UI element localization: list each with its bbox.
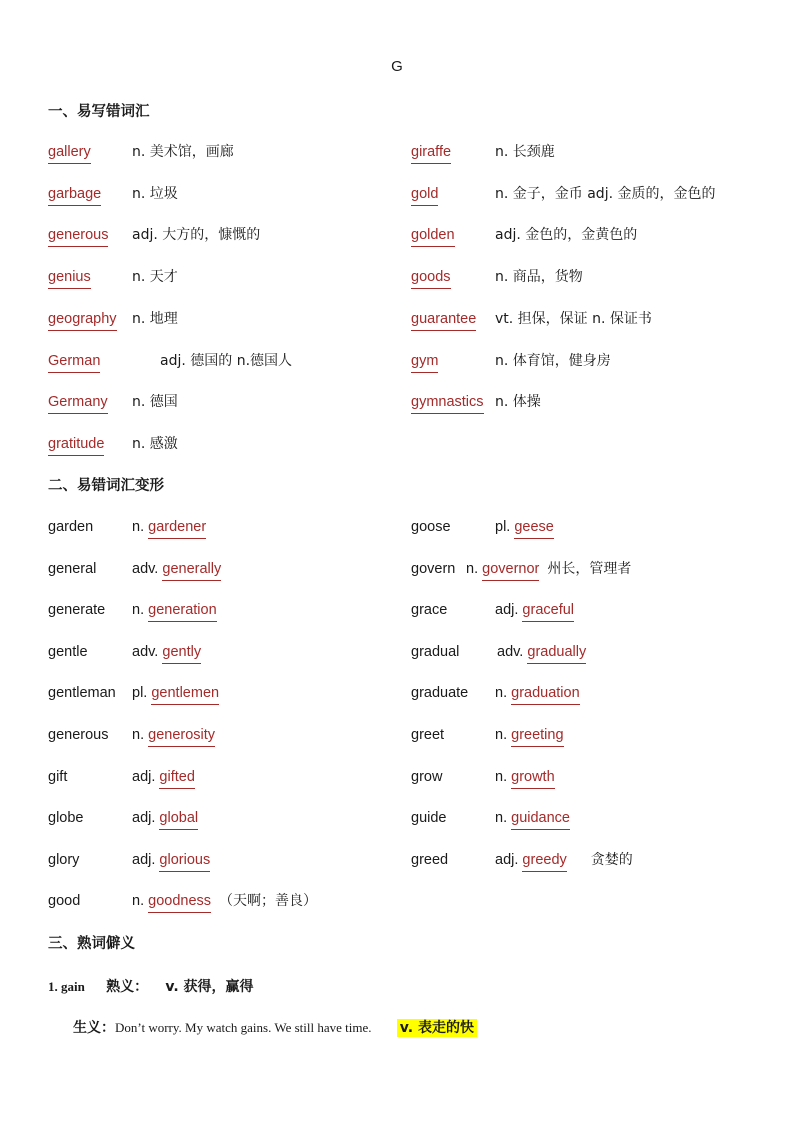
part-of-speech: n.: [495, 768, 508, 785]
derived-form: [132, 767, 195, 789]
part-of-speech: adj.: [495, 851, 519, 868]
form-row: [0, 891, 794, 915]
vocab-word: [411, 142, 451, 164]
familiar-label: 熟义：: [106, 979, 149, 995]
derived-word: generally: [162, 560, 221, 581]
base-word: greet: [411, 727, 445, 743]
extra-note: （天啊；善良）: [219, 893, 318, 910]
vocab-word: [411, 392, 484, 414]
base-word: govern: [411, 560, 456, 577]
vocab-row: [0, 184, 794, 208]
derived-word: gifted: [159, 768, 194, 789]
vocab-definition: vt. 担保，保证 n. 保证书: [495, 310, 652, 327]
vocab-word: [48, 351, 100, 373]
base-word: goose: [411, 519, 451, 535]
base-word: graduate: [411, 685, 469, 702]
familiar-meaning: v. 获得，赢得: [165, 979, 254, 995]
part-of-speech: n.: [132, 727, 145, 743]
derived-word: gentlemen: [151, 684, 219, 705]
vocab-word: [48, 309, 117, 331]
vocab-definition: n. 德国: [132, 394, 178, 411]
form-row: [0, 517, 794, 541]
part-of-speech: n.: [132, 893, 145, 910]
vocab-row: [0, 351, 794, 375]
vocab-word: [48, 225, 108, 247]
vocab-definition: n. 地理: [132, 310, 178, 327]
derived-word: growth: [511, 768, 555, 789]
part-of-speech: adj.: [132, 768, 156, 785]
derived-word: glorious: [159, 851, 210, 872]
part-of-speech: pl.: [132, 685, 148, 702]
vocab-row: [0, 392, 794, 416]
derived-word: greedy: [522, 851, 566, 872]
vocab-word: [48, 184, 101, 206]
page-title: G: [391, 58, 403, 75]
vocab-definition: n. 天才: [132, 269, 178, 286]
vocab-word: [48, 392, 108, 414]
form-row: [0, 642, 794, 666]
vocab-word-text: German: [48, 352, 100, 373]
part-of-speech: pl.: [495, 519, 511, 535]
familiar-meaning-line: [48, 976, 254, 996]
vocab-word-text: generous: [48, 226, 108, 247]
derived-form: [132, 891, 317, 913]
derived-word: governor: [482, 560, 539, 581]
derived-word: greeting: [511, 726, 563, 747]
base-word: gentle: [48, 643, 88, 660]
vocab-row: [0, 309, 794, 333]
vocab-definition: adj. 大方的，慷慨的: [132, 227, 261, 244]
rare-meaning-highlight: v. 表走的快: [397, 1019, 477, 1037]
part-of-speech: n.: [495, 810, 508, 827]
derived-word: global: [159, 809, 198, 830]
part-of-speech: adv.: [132, 560, 159, 577]
form-row: [0, 683, 794, 707]
part-of-speech: adj.: [495, 602, 519, 619]
vocab-definition: n. 体操: [495, 394, 541, 411]
vocab-definition: n. 商品，货物: [495, 269, 583, 286]
derived-form: [497, 642, 586, 664]
base-word: general: [48, 560, 97, 577]
derived-form: [132, 683, 219, 705]
derived-word: generation: [148, 601, 217, 622]
vocab-word-text: geography: [48, 310, 117, 331]
derived-form: [495, 600, 574, 622]
vocab-definition: n. 美术馆，画廊: [132, 144, 234, 160]
vocab-word: [411, 184, 438, 206]
form-row: [0, 725, 794, 749]
base-word: glory: [48, 851, 80, 868]
base-word: gift: [48, 768, 68, 785]
derived-form: [495, 725, 564, 747]
base-word: gentleman: [48, 685, 116, 702]
derived-form: [132, 559, 221, 581]
derived-word: guidance: [511, 809, 570, 830]
base-word: good: [48, 893, 81, 910]
derived-word: generosity: [148, 726, 215, 747]
base-word: generous: [48, 727, 109, 743]
vocab-word-text: giraffe: [411, 143, 451, 164]
derived-form: [132, 808, 198, 830]
rare-meaning-line: [73, 1017, 477, 1037]
derived-form: [495, 767, 555, 789]
base-word: grow: [411, 768, 443, 785]
vocab-word-text: goods: [411, 268, 451, 289]
derived-form: [132, 725, 215, 747]
vocab-definition: n. 感激: [132, 435, 178, 452]
vocab-word-text: golden: [411, 226, 455, 247]
part-of-speech: adv.: [132, 643, 159, 660]
vocab-word-text: Germany: [48, 393, 108, 414]
vocab-definition: n. 长颈鹿: [495, 144, 555, 160]
part-of-speech: n.: [466, 560, 479, 577]
vocab-word: [411, 309, 476, 331]
section-heading-1: 一、易写错词汇: [48, 104, 150, 120]
base-word: generate: [48, 602, 106, 619]
example-sentence: Don’t worry. My watch gains. We still have time.: [115, 1020, 372, 1035]
vocab-row: [0, 267, 794, 291]
base-word: globe: [48, 810, 84, 827]
derived-form: [132, 517, 206, 539]
derived-form: [132, 600, 217, 622]
derived-word: graceful: [522, 601, 574, 622]
vocab-definition: adj. 金色的，金黄色的: [495, 227, 638, 244]
derived-form: [132, 642, 201, 664]
base-word: garden: [48, 519, 94, 535]
vocab-word-text: gold: [411, 185, 438, 206]
derived-form: [466, 559, 631, 581]
part-of-speech: n.: [132, 602, 145, 619]
vocab-word: [411, 267, 451, 289]
form-row: [0, 850, 794, 874]
section-heading-3: 三、熟词僻义: [48, 936, 135, 952]
rare-label: 生义：: [73, 1020, 115, 1036]
vocab-word: [411, 351, 438, 373]
part-of-speech: n.: [495, 685, 508, 702]
vocab-word: [48, 142, 91, 164]
form-row: [0, 767, 794, 791]
derived-word: geese: [514, 518, 554, 539]
extra-note: 州长，管理者: [547, 560, 632, 577]
vocab-word-text: garbage: [48, 185, 101, 206]
base-word: grace: [411, 602, 448, 619]
base-word: greed: [411, 851, 449, 868]
derived-word: gardener: [148, 518, 206, 539]
vocab-definition: adj. 德国的 n.德国人: [160, 352, 293, 369]
derived-form: [495, 808, 570, 830]
part-of-speech: adv.: [497, 643, 524, 660]
part-of-speech: n.: [495, 727, 508, 743]
part-of-speech: n.: [132, 519, 145, 535]
part-of-speech: adj.: [132, 851, 156, 868]
base-word: gradual: [411, 643, 460, 660]
vocab-row: [0, 225, 794, 249]
derived-word: goodness: [148, 892, 211, 913]
vocab-word-text: gratitude: [48, 435, 104, 456]
derived-word: graduation: [511, 684, 580, 705]
vocab-definition: n. 金子，金币 adj. 金质的，金色的: [495, 185, 716, 202]
derived-word: gently: [162, 643, 201, 664]
vocab-word-text: gym: [411, 352, 438, 373]
form-row: [0, 808, 794, 832]
form-row: [0, 600, 794, 624]
section-heading-2: 二、易错词汇变形: [48, 478, 164, 494]
vocab-word: [411, 225, 455, 247]
vocab-word-text: gymnastics: [411, 393, 484, 414]
vocab-definition: n. 垃圾: [132, 185, 178, 202]
vocab-word: [48, 267, 91, 289]
form-row: [0, 559, 794, 583]
part-of-speech: adj.: [132, 810, 156, 827]
derived-form: [495, 850, 633, 872]
vocab-word-text: genius: [48, 268, 91, 289]
vocab-row: [0, 142, 794, 166]
base-word: guide: [411, 810, 447, 827]
vocab-word: [48, 434, 104, 456]
derived-form: [495, 517, 554, 539]
vocab-definition: n. 体育馆，健身房: [495, 352, 611, 369]
derived-form: [495, 683, 580, 705]
derived-form: [132, 850, 210, 872]
vocab-word-text: gallery: [48, 143, 91, 164]
vocab-row: [0, 434, 794, 458]
derived-word: gradually: [527, 643, 586, 664]
vocab-word-text: guarantee: [411, 310, 476, 331]
extra-note: 贪婪的: [590, 851, 633, 868]
item-word: 1. gain: [48, 979, 85, 994]
